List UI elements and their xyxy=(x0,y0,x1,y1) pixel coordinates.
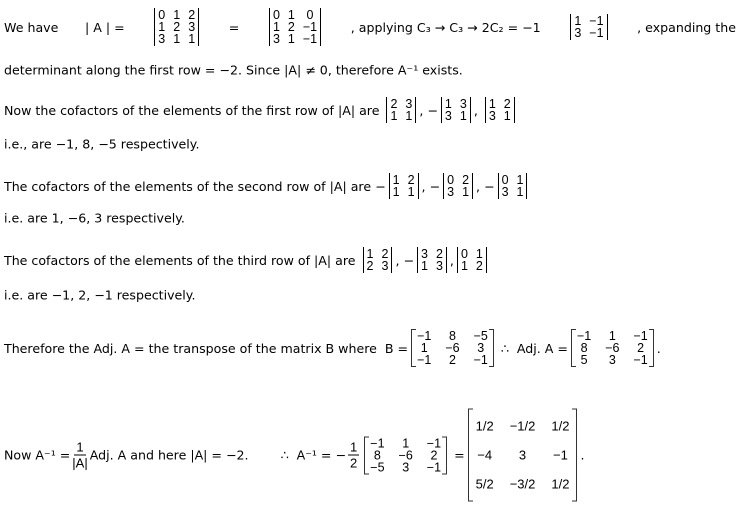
matrix-cell: 1 xyxy=(460,259,468,273)
matrix-cell: −5 xyxy=(370,460,385,474)
fraction xyxy=(348,440,359,471)
matrix-cell: 0 xyxy=(158,8,166,22)
matrix-cell: −1 xyxy=(589,14,604,28)
matrix-cell: 3 xyxy=(444,109,452,123)
determinant xyxy=(417,247,447,273)
matrix xyxy=(411,329,494,367)
matrix-cell: 1 xyxy=(608,329,616,343)
matrix-cell: −1 xyxy=(417,353,432,367)
numerator: 1 xyxy=(350,439,358,455)
matrix-cell: 0 xyxy=(501,173,509,187)
matrix-cell: −3/2 xyxy=(509,476,536,492)
matrix-cell: 3 xyxy=(272,32,280,46)
matrix-cell: 1 xyxy=(444,97,452,111)
text-line xyxy=(4,137,736,152)
matrix-cell: 3 xyxy=(405,97,413,111)
matrix-cell: 1 xyxy=(173,32,181,46)
determinant xyxy=(485,97,515,123)
matrix-cell: 1 xyxy=(405,109,413,123)
matrix-cell: 1 xyxy=(574,14,582,28)
matrix-cell: 2 xyxy=(448,353,456,367)
matrix-cell: 1 xyxy=(366,247,374,261)
matrix-cell: 2 xyxy=(435,247,443,261)
text-segment: ∴ Adj. A = xyxy=(496,340,568,356)
text-segment: . xyxy=(656,340,661,356)
matrix-cell: −1 xyxy=(576,329,592,343)
matrix-cell: 1 xyxy=(475,247,483,261)
text-segment: , xyxy=(449,252,454,268)
matrix-cell: 1 xyxy=(158,20,166,34)
matrix-cell: 2 xyxy=(390,97,398,111)
matrix xyxy=(571,329,654,367)
text-line xyxy=(4,211,736,226)
text-line xyxy=(4,8,736,46)
matrix-cell: 8 xyxy=(448,329,456,343)
matrix-cell: 8 xyxy=(373,448,381,462)
matrix-cell: 1 xyxy=(287,32,295,46)
matrix-cell: 1 xyxy=(390,109,398,123)
text-segment: i.e. are 1, −6, 3 respectively. xyxy=(4,210,185,226)
text-segment: , expanding the xyxy=(637,19,736,35)
matrix-cell: −1 xyxy=(370,436,385,450)
matrix-cell: −1/2 xyxy=(509,418,536,434)
matrix-cell: −1 xyxy=(417,329,432,343)
text-segment: The cofactors of the elements of the third row of |A| are xyxy=(4,252,360,268)
matrix-cell: 1 xyxy=(462,185,470,199)
matrix-cell: 1/2 xyxy=(551,476,570,492)
matrix-cell: 1 xyxy=(488,97,496,111)
text-segment: Adj. A and here |A| = −2. ∴ A⁻¹ = − xyxy=(89,447,347,463)
text-segment: , − xyxy=(419,102,438,118)
matrix-cell: −1 xyxy=(426,460,442,474)
matrix-cell: 0 xyxy=(272,8,280,22)
text-segment: Now the cofactors of the elements of the first row of |A| are xyxy=(4,102,384,118)
matrix-cell: 3 xyxy=(574,26,582,40)
matrix-cell: 1/2 xyxy=(551,418,570,434)
matrix-cell: 3 xyxy=(608,353,616,367)
text-segment: , − xyxy=(395,252,415,268)
matrix-cell: −1 xyxy=(633,329,648,343)
inverse-matrix xyxy=(468,409,578,502)
matrix xyxy=(364,436,447,474)
text-line xyxy=(4,97,736,123)
text-segment: = xyxy=(228,19,240,35)
text-line xyxy=(4,329,736,367)
text-segment: = xyxy=(450,447,465,463)
text-line xyxy=(4,63,736,78)
matrix-cell: 1 xyxy=(421,259,428,273)
matrix-cell: 8 xyxy=(580,341,588,355)
matrix-cell: 1 xyxy=(173,8,181,22)
matrix-cell: 2 xyxy=(637,341,645,355)
numerator: 1 xyxy=(76,439,84,455)
text-line xyxy=(4,173,736,199)
matrix-cell: −6 xyxy=(605,341,620,355)
matrix-cell: 0 xyxy=(447,173,455,187)
text-line xyxy=(4,409,736,502)
matrix-cell: 1 xyxy=(272,20,280,34)
determinant xyxy=(441,97,471,123)
matrix-cell: 2 xyxy=(462,173,470,187)
matrix-cell: 2 xyxy=(475,259,483,273)
matrix-cell: −1 xyxy=(302,32,318,46)
matrix-cell: 1 xyxy=(188,32,196,46)
matrix-cell: 1 xyxy=(516,173,524,187)
matrix-cell: 1 xyxy=(287,8,295,22)
text-line xyxy=(4,288,736,303)
matrix-cell: 2 xyxy=(188,8,196,22)
text-segment: , xyxy=(473,102,482,118)
matrix-cell: 2 xyxy=(503,97,511,111)
matrix-cell: −6 xyxy=(445,341,460,355)
matrix-cell: −4 xyxy=(477,447,493,463)
denominator: |A| xyxy=(72,455,88,471)
matrix-cell: 0 xyxy=(460,247,468,261)
determinant xyxy=(154,8,199,46)
matrix-cell: 2 xyxy=(430,448,438,462)
matrix-cell: −1 xyxy=(302,20,318,34)
text-segment: i.e. are −1, 2, −1 respectively. xyxy=(4,287,196,303)
text-segment: . xyxy=(580,447,585,463)
matrix-cell: −1 xyxy=(426,436,442,450)
text-segment: Now A⁻¹ = xyxy=(4,447,71,463)
text-segment: We have xyxy=(4,19,59,35)
matrix-cell: 2 xyxy=(287,20,295,34)
matrix-cell: 3 xyxy=(477,341,485,355)
text-line xyxy=(4,247,736,273)
determinant xyxy=(386,97,416,123)
determinant xyxy=(498,173,528,199)
matrix-cell: 3 xyxy=(435,259,443,273)
text-segment: , applying C₃ → C₃ → 2C₂ = −1 xyxy=(350,19,541,35)
matrix-cell: 1 xyxy=(407,185,415,199)
matrix-cell: 0 xyxy=(306,8,314,22)
matrix-cell: 5 xyxy=(580,353,588,367)
matrix-cell: −1 xyxy=(589,26,604,40)
matrix-cell: 3 xyxy=(459,97,467,111)
denominator: 2 xyxy=(350,455,358,471)
determinant xyxy=(443,173,473,199)
matrix-cell: 3 xyxy=(421,247,428,261)
matrix-cell: −1 xyxy=(473,353,488,367)
text-segment: , − xyxy=(476,178,495,194)
matrix-cell: 3 xyxy=(518,447,527,463)
matrix-cell: −5 xyxy=(473,329,488,343)
matrix-cell: 3 xyxy=(158,32,166,46)
matrix-cell: 1 xyxy=(392,173,400,187)
fraction xyxy=(72,440,87,471)
matrix-cell: 3 xyxy=(188,20,196,34)
text-segment: The cofactors of the elements of the second row of |A| are − xyxy=(4,178,386,194)
matrix-cell: −6 xyxy=(398,448,413,462)
text-segment: Therefore the Adj. A = the transpose of the matrix B where B = xyxy=(4,340,409,356)
matrix-cell: 5/2 xyxy=(475,476,494,492)
matrix-cell: 3 xyxy=(501,185,509,199)
text-segment: determinant along the first row = −2. Since |A| ≠ 0, therefore A⁻¹ exists. xyxy=(4,62,463,78)
matrix-cell: 1 xyxy=(459,109,467,123)
matrix-cell: 2 xyxy=(407,173,415,187)
matrix-cell: 1 xyxy=(503,109,511,123)
matrix-cell: 1 xyxy=(402,436,410,450)
determinant xyxy=(457,247,487,273)
matrix-cell: 1/2 xyxy=(475,418,494,434)
matrix-cell: 3 xyxy=(488,109,496,123)
matrix-cell: 1 xyxy=(516,185,524,199)
text-segment: i.e., are −1, 8, −5 respectively. xyxy=(4,136,200,152)
matrix-cell: 3 xyxy=(402,460,410,474)
determinant xyxy=(269,8,321,46)
matrix-cell: 1 xyxy=(392,185,400,199)
matrix-cell: −1 xyxy=(633,353,648,367)
determinant xyxy=(363,247,393,273)
matrix-cell: 2 xyxy=(366,259,374,273)
matrix-cell: 3 xyxy=(381,259,389,273)
matrix-cell: 3 xyxy=(447,185,455,199)
determinant xyxy=(389,173,419,199)
determinant xyxy=(570,14,607,40)
matrix-cell: −1 xyxy=(553,447,568,463)
matrix-cell: 2 xyxy=(173,20,181,34)
matrix-cell: 1 xyxy=(420,341,428,355)
text-segment: | A | = xyxy=(85,19,125,35)
text-segment: , − xyxy=(421,178,441,194)
matrix-cell: 2 xyxy=(381,247,389,261)
